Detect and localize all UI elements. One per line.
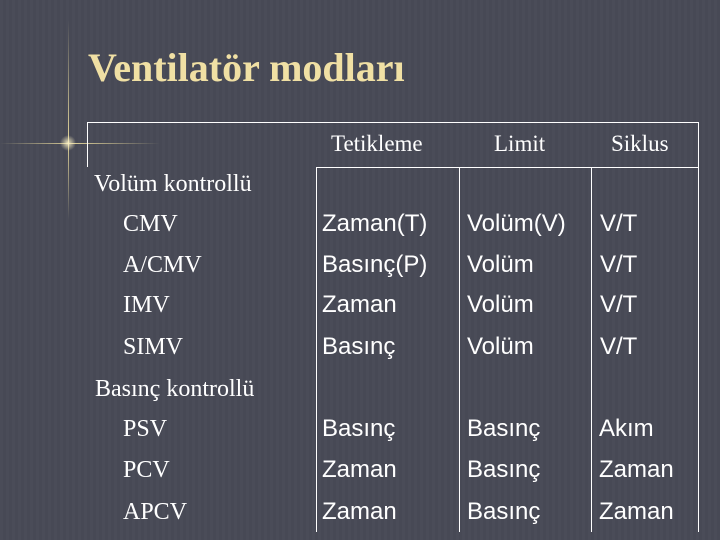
trigger-value: Zaman	[322, 291, 397, 318]
cycle-value: V/T	[600, 291, 638, 318]
trigger-value: Zaman	[322, 456, 397, 483]
header-trigger: Tetikleme	[331, 131, 423, 156]
cycle-value: Zaman	[599, 498, 674, 525]
limit-value: Volüm(V)	[467, 210, 566, 237]
limit-value: Volüm	[467, 251, 534, 278]
cycle-value: Zaman	[599, 456, 674, 483]
cycle-value: Akım	[599, 415, 654, 442]
slide-decoration-glow	[60, 135, 76, 151]
group-label-volume: Volüm kontrollü	[94, 171, 252, 197]
limit-value: Basınç	[467, 456, 541, 483]
cycle-value: V/T	[600, 333, 638, 360]
cycle-value: V/T	[600, 251, 638, 278]
table-divider-3	[591, 167, 592, 532]
mode-label: PCV	[123, 457, 170, 483]
table-header-separator	[316, 167, 699, 168]
table-divider-1	[316, 167, 317, 532]
trigger-value: Zaman(T)	[322, 210, 428, 237]
header-limit: Limit	[494, 131, 546, 156]
limit-value: Basınç	[467, 415, 541, 442]
trigger-value: Basınç	[322, 415, 396, 442]
trigger-value: Zaman	[322, 498, 397, 525]
table-right-border	[698, 122, 699, 532]
table-divider-2	[459, 167, 460, 532]
limit-value: Basınç	[467, 498, 541, 525]
group-label-pressure: Basınç kontrollü	[95, 376, 255, 402]
slide-title: Ventilatör modları	[88, 45, 405, 90]
trigger-value: Basınç(P)	[322, 251, 428, 278]
mode-label: SIMV	[123, 334, 184, 360]
limit-value: Volüm	[467, 291, 534, 318]
slide-decoration-vertical	[68, 20, 69, 220]
mode-label: APCV	[123, 499, 188, 525]
table-top-border	[87, 122, 699, 123]
mode-label: IMV	[123, 292, 170, 318]
limit-value: Volüm	[467, 333, 534, 360]
mode-label: PSV	[123, 416, 168, 442]
table-left-border	[87, 122, 88, 167]
cycle-value: V/T	[600, 210, 638, 237]
mode-label: A/CMV	[123, 252, 202, 278]
trigger-value: Basınç	[322, 333, 396, 360]
header-cycle: Siklus	[611, 131, 669, 156]
slide-decoration-horizontal	[0, 143, 160, 144]
mode-label: CMV	[123, 211, 178, 237]
